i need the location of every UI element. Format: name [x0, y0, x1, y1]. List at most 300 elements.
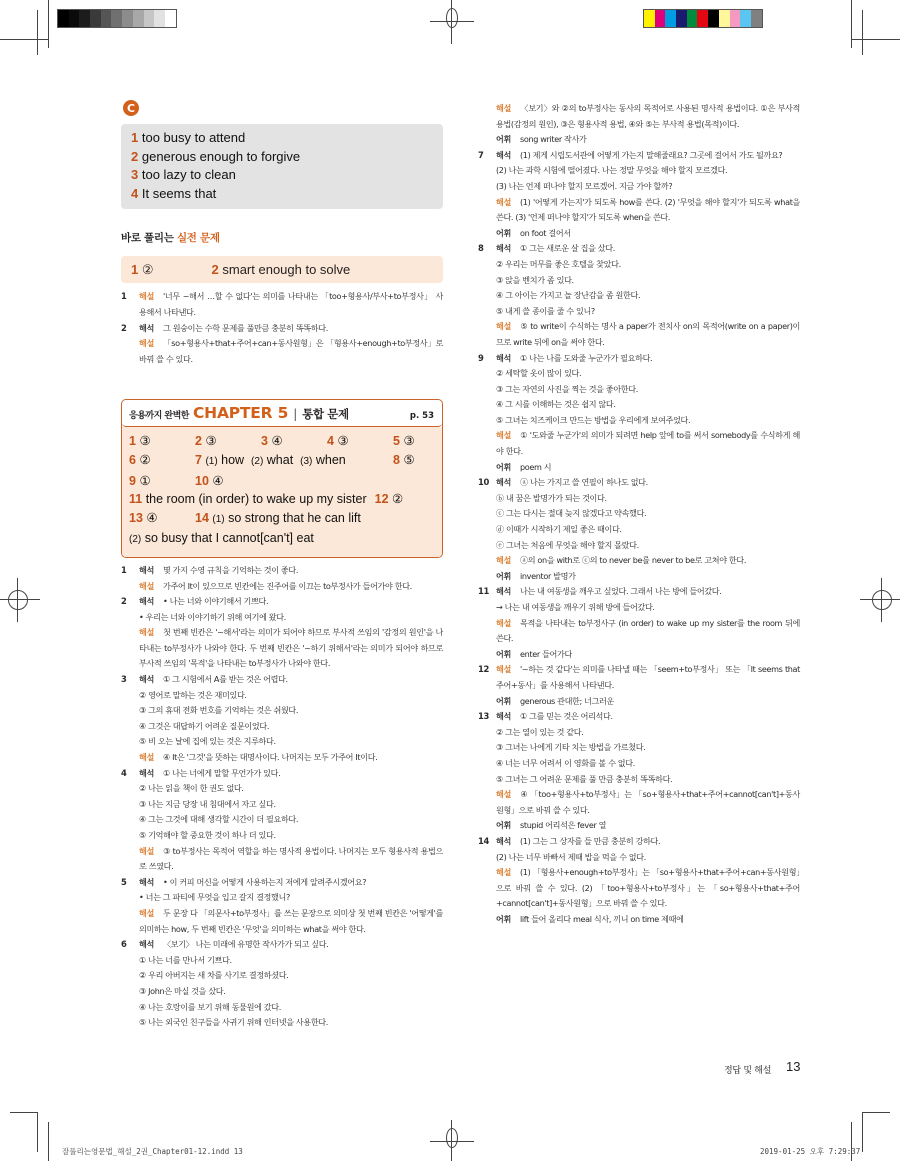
item-body	[139, 321, 443, 368]
line-text: (1) 그는 그 상자를 들 만큼 충분히 강하다.	[520, 835, 661, 846]
line-label: 어휘	[496, 227, 511, 238]
line-label: 해석	[496, 352, 511, 363]
line-text: ④ 나는 호랑이를 보기 위해 동물원에 갔다.	[139, 1001, 281, 1012]
item-number: 6	[121, 939, 127, 950]
answer-number: 3	[261, 434, 268, 449]
line-text: ⓔ 그녀는 처음에 무엇을 해야 할지 몰랐다.	[496, 539, 639, 550]
line-text: • 우리는 너와 이야기하기 위해 여기에 왔다.	[139, 611, 286, 622]
explanation-line	[496, 460, 800, 476]
line-text: ⓓ 이때가 시작하기 제일 좋은 때이다.	[496, 524, 622, 535]
explanation-line	[496, 101, 800, 132]
line-text: ② 우리는 머무를 좋은 호텔을 찾았다.	[496, 258, 621, 269]
chapter-review-box	[121, 399, 443, 558]
explanation-line	[496, 304, 800, 320]
chapter-title: CHAPTER 5	[193, 404, 289, 423]
color-swatch	[708, 10, 719, 27]
line-text: ③ 앉을 벤치가 좀 있다.	[496, 274, 574, 285]
explanation-line	[496, 288, 800, 304]
answer-text: It seems that	[141, 185, 217, 201]
explanation-line	[139, 610, 443, 626]
item-body	[496, 709, 800, 834]
answer-row: 6 ② 7 (1) how (2) what (3) when 8 ⑤	[129, 452, 415, 467]
explanation-item	[121, 594, 443, 672]
color-swatch	[730, 10, 741, 27]
line-text: '너무 ~해서 …할 수 없다'는 의미를 나타내는 「too+형용사/부사+to부정사」 사용해서 나타낸다.	[139, 291, 443, 317]
explanation-line	[139, 563, 443, 579]
answer-text: too lazy to clean	[141, 167, 236, 183]
color-swatch	[111, 10, 122, 27]
color-swatch	[79, 10, 90, 27]
line-label: 해설	[139, 627, 154, 638]
item-number: 5	[121, 876, 127, 887]
item-body	[496, 351, 800, 476]
explanation-line	[139, 289, 443, 320]
registration-mark-right	[860, 578, 900, 622]
explanation-line	[139, 812, 443, 828]
answer-line	[131, 148, 433, 167]
item-body	[139, 289, 443, 320]
color-swatch	[676, 10, 687, 27]
color-swatch	[165, 10, 176, 27]
answer-line	[131, 185, 433, 204]
explanation-line	[496, 195, 800, 226]
slug-timestamp: 2019-01-25 오후 7:29:37	[760, 1147, 861, 1156]
explanation-item	[478, 834, 800, 928]
explanation-line	[139, 719, 443, 735]
explanation-line	[496, 257, 800, 273]
line-text: (1) 제게 시립도서관에 어떻게 가는지 말해줄래요? 그곳에 걸어서 가도 될까요?	[520, 149, 783, 160]
explanation-line	[496, 694, 800, 710]
answer-line	[131, 129, 433, 148]
line-text: ③ 그녀는 나에게 기타 치는 방법을 가르쳤다.	[496, 742, 646, 753]
practice-explanations	[121, 289, 443, 367]
line-label: 해설	[139, 845, 154, 856]
crop-mark	[48, 0, 49, 48]
line-text: → 나는 내 여동생을 깨우기 위해 방에 들어갔다.	[496, 602, 655, 612]
line-text: '~하는 것 같다'는 의미를 나타낼 때는 「seem+to부정사」 또는 「It seems that 주어+동사」를 사용해서 나타낸다.	[496, 664, 800, 690]
color-swatch	[69, 10, 80, 27]
practice-answer-box	[121, 256, 443, 283]
explanation-line	[139, 844, 443, 875]
explanation-line	[139, 937, 443, 953]
line-text: 목적을 나타내는 to부정사구 (in order) to wake up my sister를 the room 뒤에 쓴다.	[496, 617, 800, 644]
line-label: 해설	[496, 103, 511, 113]
item-body	[496, 241, 800, 350]
line-text: ② 그는 열이 있는 것 같다.	[496, 726, 584, 737]
explanation-item	[478, 101, 800, 148]
line-label: 해설	[139, 580, 154, 591]
color-swatch	[687, 10, 698, 27]
explanation-line	[139, 984, 443, 1000]
item-body	[496, 834, 800, 928]
line-label: 해석	[139, 767, 154, 778]
cmyk-color-bar	[643, 9, 763, 28]
answer-row: 13 ④ 14 (1) so strong that he can lift	[129, 510, 361, 525]
line-text: ⑤ 나는 외국인 친구들을 사귀기 위해 인터넷을 사용한다.	[139, 1017, 328, 1028]
crop-mark	[37, 10, 38, 55]
explanation-line	[496, 132, 800, 148]
line-label: 해설	[139, 907, 154, 918]
line-text: ⑤ 그녀는 그 어려운 문제를 풀 만큼 충분히 똑똑하다.	[496, 773, 673, 784]
registration-mark-bottom	[430, 1120, 474, 1161]
line-text: 「so+형용사+that+주어+can+동사원형」은 「형용사+enough+to부정사」로 바꿔 쓸 수 있다.	[139, 338, 443, 364]
explanation-line	[139, 906, 443, 937]
crop-mark	[862, 1112, 863, 1152]
explanation-line	[496, 522, 800, 538]
answer-number: 1	[131, 130, 139, 145]
answer-text: ④	[271, 434, 283, 449]
crop-mark	[851, 0, 852, 48]
color-swatch	[101, 10, 112, 27]
explanation-item	[478, 662, 800, 709]
explanation-line	[496, 647, 800, 663]
page-number: 13	[786, 1059, 801, 1074]
explanation-line	[139, 1015, 443, 1031]
explanation-item	[121, 875, 443, 937]
explanation-item	[478, 148, 800, 242]
explanation-line	[139, 579, 443, 595]
line-text: (3) 나는 언제 떠나야 할지 모르겠어. 지금 가야 할까?	[496, 180, 673, 191]
answer-number: 3	[131, 167, 139, 183]
line-text: ④ It은 '그것'을 뜻하는 대명사이다. 나머지는 모두 가주어 It이다.	[163, 752, 378, 763]
explanation-line	[139, 734, 443, 750]
answer-grid	[129, 432, 435, 451]
line-label: 어휘	[496, 461, 511, 472]
section-c-answer-box	[121, 124, 443, 209]
item-number: 2	[121, 596, 127, 607]
line-label: 해설	[139, 291, 154, 302]
line-label: 해석	[496, 835, 511, 846]
item-number: 2	[121, 322, 127, 333]
crop-mark	[862, 1112, 890, 1113]
line-text: ④ 그는 그것에 대해 생각할 시간이 더 필요하다.	[139, 814, 299, 825]
color-swatch	[144, 10, 155, 27]
explanation-line	[139, 688, 443, 704]
crop-mark	[10, 1112, 38, 1113]
item-body	[139, 563, 443, 594]
line-text: ⑤ 그녀는 치즈케이크 만드는 방법을 우리에게 보여주었다.	[496, 414, 691, 425]
line-label: 해석	[139, 674, 154, 685]
explanation-line	[496, 787, 800, 818]
line-text: • 나는 너와 이야기해서 기쁘다.	[163, 596, 269, 607]
line-label: 해설	[496, 664, 511, 675]
line-text: 두 문장 다 「의문사+to부정사」를 쓰는 문장으로 의미상 첫 번째 빈칸은 '어떻게'를 의미하는 how, 두 번째 빈칸은 '무엇'을 의미하는 what을 써야 한다.	[139, 907, 443, 934]
line-text: poem 시	[520, 461, 552, 472]
item-body	[496, 101, 800, 148]
color-swatch	[751, 10, 762, 27]
answer-1: 1 ②	[131, 261, 154, 277]
answer-cell	[327, 432, 393, 451]
explanation-line	[496, 834, 800, 850]
color-swatch	[133, 10, 144, 27]
line-text: inventor 발명가	[520, 570, 576, 581]
explanation-line	[496, 865, 800, 912]
item-body	[139, 937, 443, 1031]
line-text: ① 그를 믿는 것은 어리석다.	[520, 711, 613, 722]
item-number: 13	[478, 711, 489, 722]
line-text: ① 나는 나를 도와줄 누군가가 필요하다.	[520, 352, 653, 363]
answer-text: generous enough to forgive	[141, 148, 301, 164]
line-label: 해석	[496, 586, 511, 597]
explanation-line	[496, 413, 800, 429]
line-label: 해설	[496, 321, 511, 332]
explanation-line	[496, 475, 800, 491]
line-text: (2) 나는 너무 바빠서 제때 밥을 먹을 수 없다.	[496, 851, 646, 862]
explanation-line	[139, 750, 443, 766]
answer-number: 4	[131, 185, 139, 201]
explanation-line	[496, 772, 800, 788]
registration-mark-left	[0, 578, 40, 622]
line-text: ⓑ 내 꿈은 발명가가 되는 것이다.	[496, 492, 607, 503]
answer-text: ③	[205, 434, 217, 449]
explanation-line	[139, 781, 443, 797]
line-text: ④ 「too+형용사+to부정사」는 「so+형용사+that+주어+cannot[can't]+동사원형」으로 바꿔 쓸 수 있다.	[496, 789, 800, 815]
line-label: 해설	[496, 789, 511, 800]
item-number: 3	[121, 674, 127, 685]
explanation-line	[496, 226, 800, 242]
item-number	[478, 101, 496, 148]
right-column	[478, 101, 800, 927]
line-label: 어휘	[496, 648, 511, 659]
answer-cell	[129, 432, 195, 451]
answer-text: ③	[403, 434, 415, 449]
line-text: ⓒ 그는 다시는 절대 늦지 않겠다고 약속했다.	[496, 508, 647, 519]
line-text: lift 들어 올리다 meal 식사, 끼니 on time 제때에	[520, 913, 684, 924]
item-number: 11	[478, 586, 489, 597]
line-label: 어휘	[496, 820, 511, 831]
answer-cell	[393, 432, 433, 451]
line-text: ② 세탁할 옷이 많이 있다.	[496, 368, 582, 379]
explanation-line	[496, 428, 800, 459]
explanation-line	[496, 569, 800, 585]
line-text: ③ John은 마실 것을 샀다.	[139, 985, 226, 996]
item-body	[139, 594, 443, 672]
chapter-explanations-left	[121, 563, 443, 1031]
explanation-line	[139, 953, 443, 969]
answer-line	[131, 166, 433, 185]
explanation-item	[121, 766, 443, 875]
section-c-badge: C	[123, 100, 139, 116]
explanation-item	[478, 709, 800, 834]
line-text: ⑤ to write이 수식하는 명사 a paper가 전치사 on의 목적어(write on a paper)이므로 write 뒤에 on을 써야 한다.	[496, 321, 800, 347]
practice-section-title: 바로 풀리는 실전 문제	[121, 232, 220, 245]
line-label: 해설	[496, 430, 511, 441]
line-text: ④ 그것은 대답하기 어려운 질문이었다.	[139, 720, 270, 731]
line-label: 해설	[496, 555, 511, 566]
line-text: ③ 그의 휴대 전화 번호를 기억하는 것은 쉬웠다.	[139, 705, 299, 716]
explanation-line	[139, 336, 443, 367]
footer-section-title: 정답 및 해설	[724, 1066, 772, 1076]
line-text: (1) '어떻게 가는지'가 되도록 how를 쓴다. (2) '무엇을 해야 할지'가 되도록 what을 쓴다. (3) '언제 떠나야 할지'가 되도록 when을 쓴다.	[496, 196, 800, 223]
explanation-line	[139, 797, 443, 813]
line-label: 해설	[496, 196, 511, 207]
line-label: 어휘	[496, 570, 511, 581]
explanation-line	[496, 616, 800, 647]
line-label: 해석	[496, 711, 511, 722]
line-text: ⓐ의 on을 with로 ⓒ의 to never be를 never to be로 고쳐야 한다.	[520, 555, 747, 566]
explanation-line	[496, 382, 800, 398]
line-text: song writer 작사가	[520, 134, 587, 145]
grayscale-color-bar	[57, 9, 177, 28]
color-swatch	[740, 10, 751, 27]
explanation-line	[496, 756, 800, 772]
item-number: 9	[478, 352, 484, 363]
explanation-item	[121, 563, 443, 594]
line-text: ③ to부정사는 목적어 역할을 하는 명사적 용법이다. 나머지는 모두 형용사적 용법으로 쓰였다.	[139, 845, 443, 872]
crop-mark	[37, 1112, 38, 1152]
line-text: ③ 그는 자연의 사진을 찍는 것을 좋아한다.	[496, 383, 638, 394]
explanation-line	[496, 163, 800, 179]
line-label: 해석	[496, 243, 511, 254]
explanation-line	[496, 397, 800, 413]
explanation-line	[139, 625, 443, 672]
explanation-line	[139, 703, 443, 719]
color-swatch	[644, 10, 655, 27]
explanation-line	[496, 366, 800, 382]
explanation-line	[496, 662, 800, 693]
answer-text: too busy to attend	[141, 130, 246, 145]
color-swatch	[58, 10, 69, 27]
explanation-line	[496, 912, 800, 928]
chapter-explanations-right	[478, 101, 800, 927]
item-body	[139, 672, 443, 766]
line-text: ② 나는 읽을 책이 한 권도 없다.	[139, 783, 244, 794]
explanation-line	[139, 968, 443, 984]
explanation-line	[496, 709, 800, 725]
item-body	[139, 766, 443, 875]
line-text: ① 그 시험에서 A를 받는 것은 어렵다.	[163, 674, 288, 685]
line-label: 해설	[496, 617, 511, 628]
line-text: ④ 그 아이는 가지고 놀 장난감을 좀 원한다.	[496, 290, 641, 301]
answer-text: ③	[337, 434, 349, 449]
line-label: 해석	[139, 322, 154, 333]
item-body	[496, 148, 800, 242]
explanation-line	[139, 766, 443, 782]
left-column	[121, 100, 443, 1031]
explanation-item	[121, 321, 443, 368]
answer-row: 9 ① 10 ④	[129, 473, 224, 488]
explanation-item	[478, 241, 800, 350]
line-label: 해석	[496, 477, 511, 488]
explanation-item	[121, 672, 443, 766]
color-swatch	[665, 10, 676, 27]
line-label: 해설	[139, 338, 154, 349]
explanation-line	[496, 725, 800, 741]
line-text: (2) 나는 과학 시험에 떨어졌다. 나는 정말 무엇을 해야 할지 모르겠다.	[496, 165, 728, 176]
explanation-line	[496, 351, 800, 367]
line-text: enter 들어가다	[520, 648, 572, 659]
line-text: 〈보기〉 나는 미래에 유명한 작사가가 되고 싶다.	[163, 939, 329, 950]
answer-row: (2) so busy that I cannot[can't] eat	[129, 531, 314, 546]
explanation-line	[496, 600, 800, 616]
answer-number: 5	[393, 434, 400, 449]
line-text: ② 우리 아버지는 새 차를 사기로 결정하셨다.	[139, 970, 289, 981]
page-reference: p. 53	[409, 411, 434, 422]
line-label: 해석	[139, 596, 154, 607]
line-text: ③ 나는 지금 당장 내 침대에서 자고 싶다.	[139, 798, 276, 809]
explanation-line	[139, 594, 443, 610]
explanation-line	[496, 148, 800, 164]
explanation-line	[496, 179, 800, 195]
line-text: 그 원숭이는 수학 문제를 풀만큼 충분히 똑똑하다.	[163, 322, 328, 333]
crop-mark	[48, 1122, 49, 1161]
line-label: 해석	[139, 564, 154, 575]
explanation-line	[496, 850, 800, 866]
answer-text: ③	[139, 434, 151, 449]
explanation-line	[496, 584, 800, 600]
line-text: 나는 내 여동생을 깨우고 싶었다. 그래서 나는 방에 들어갔다.	[520, 586, 722, 597]
crop-mark	[0, 39, 48, 40]
color-swatch	[122, 10, 133, 27]
line-text: ④ 그 시를 이해하는 것은 쉽지 않다.	[496, 399, 616, 410]
explanation-line	[139, 1000, 443, 1016]
color-swatch	[719, 10, 730, 27]
explanation-line	[496, 491, 800, 507]
explanation-line	[496, 740, 800, 756]
line-text: ⑤ 비 오는 날에 집에 있는 것은 지루하다.	[139, 736, 276, 747]
item-number: 14	[478, 835, 489, 846]
answer-number: 2	[131, 148, 139, 164]
explanation-line	[496, 273, 800, 289]
line-text: ④ 너는 너무 어려서 이 영화를 볼 수 없다.	[496, 757, 635, 768]
line-text: ② 영어로 말하는 것은 재미있다.	[139, 689, 247, 700]
explanation-line	[139, 875, 443, 891]
answer-2: 2 smart enough to solve	[211, 262, 351, 278]
answer-row: 11 the room (in order) to wake up my sister 12 ②	[129, 492, 404, 507]
chapter-answers	[122, 427, 442, 557]
explanation-line	[496, 818, 800, 834]
line-text: • 이 커피 머신을 어떻게 사용하는지 저에게 알려주시겠어요?	[163, 876, 367, 887]
line-label: 어휘	[496, 913, 511, 924]
line-text: generous 관대한; 너그러운	[520, 695, 614, 706]
chapter-header: 응용까지 완벽한 CHAPTER 5 | 통합 문제 p. 53	[122, 400, 442, 427]
explanation-line	[496, 241, 800, 257]
explanation-line	[139, 890, 443, 906]
line-label: 어휘	[496, 134, 511, 145]
explanation-item	[121, 289, 443, 320]
color-swatch	[697, 10, 708, 27]
answer-cell	[195, 432, 261, 451]
line-text: ⑤ 기억해야 할 중요한 것이 하나 더 있다.	[139, 830, 276, 840]
item-number: 1	[121, 564, 127, 575]
line-text: 〈보기〉와 ②의 to부정사는 동사의 목적어로 사용된 명사적 용법이다. ①은 부사적 용법(감정의 원인), ③은 형용사적 용법, ④와 ⑤는 부사적 용법(목적)이다.	[496, 103, 800, 129]
slug-filename: 잘풀리는영문법_해설_2권_Chapter01-12.indd 13	[62, 1147, 243, 1156]
color-swatch	[154, 10, 165, 27]
crop-mark	[862, 10, 863, 55]
line-text: ① '도와줄 누군가'의 의미가 되려면 help 앞에 to를 써서 somebody를 수식하게 해야 한다.	[496, 430, 800, 457]
line-text: ① 나는 너에게 말할 무언가가 있다.	[163, 767, 281, 778]
line-text: ① 나는 너를 만나서 기쁘다.	[139, 954, 232, 965]
explanation-item	[478, 584, 800, 662]
line-text: stupid 어리석은 fever 열	[520, 820, 607, 831]
explanation-line	[496, 538, 800, 554]
explanation-line	[139, 672, 443, 688]
line-text: (1) 「형용사+enough+to부정사」는 「so+형용사+that+주어+can+동사원형」으로 바꿔 쓸 수 있다. (2) 「too+형용사+to부정사」는 「so+형용사+that+주어+cannot[can't]+동사원형」으로 바꿔 쓸 수 있다.	[496, 867, 800, 909]
item-number: 4	[121, 767, 127, 778]
color-swatch	[90, 10, 101, 27]
item-body	[496, 662, 800, 709]
registration-mark-top	[430, 0, 474, 44]
line-text: 몇 가지 수영 규칙을 기억하는 것이 좋다.	[163, 564, 299, 575]
line-text: 첫 번째 빈칸은 '~해서'라는 의미가 되어야 하므로 부사적 쓰임의 '감정의 원인'을 나타내는 to부정사가 나와야 한다. 두 번째 빈칸은 '~하기 위해서'라는 의미가 되어야 하므로 부사적 쓰임의 '목적'을 나타내는 to부정사가 나와야 한다.	[139, 627, 443, 669]
item-number: 1	[121, 291, 127, 302]
line-label: 해석	[139, 939, 154, 950]
item-number: 10	[478, 477, 489, 488]
item-number: 7	[478, 149, 484, 160]
item-body	[496, 475, 800, 584]
item-number: 8	[478, 243, 484, 254]
item-body	[139, 875, 443, 937]
